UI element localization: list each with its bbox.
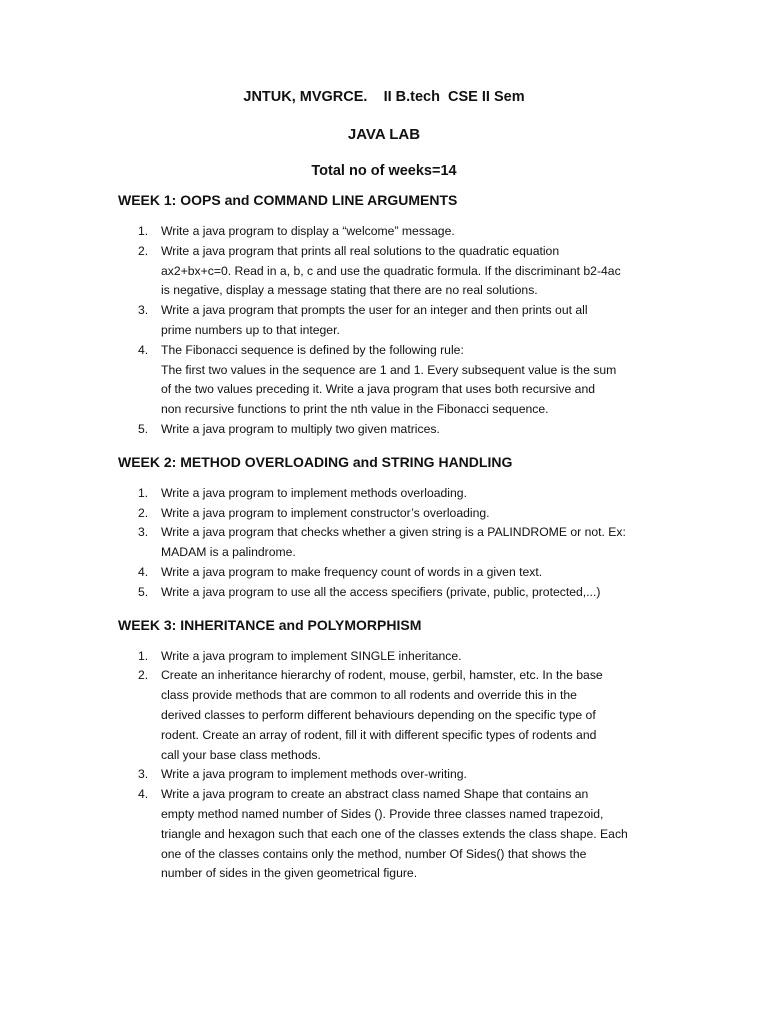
task-text-line: Write a java program to make frequency count of words in a given text. [161, 564, 543, 579]
task-number: 1. [138, 224, 149, 238]
task-text-line: Write a java program that checks whether a given string is a PALINDROME or not. Ex: [161, 525, 626, 540]
week-section [118, 190, 658, 440]
task-number: 4. [138, 787, 149, 802]
task-number: 3. [138, 525, 149, 540]
task-text-line: Write a java program to implement methods overloading. [161, 485, 467, 500]
task-item [118, 484, 651, 504]
task-item [118, 523, 651, 563]
task-list [118, 484, 658, 603]
week-section [118, 452, 658, 603]
task-item [118, 785, 651, 884]
week-heading: WEEK 2: METHOD OVERLOADING and STRING HANDLING [118, 453, 513, 470]
document-header [0, 88, 768, 199]
institution-course-line: JNTUK, MVGRCE. II B.tech CSE II Sem [243, 89, 525, 105]
task-text-line: Write a java program to implement SINGLE inheritance. [161, 648, 462, 663]
task-text-line: of the two values preceding it. Write a java program that uses both recursive and [161, 382, 596, 397]
task-list [118, 647, 658, 885]
task-number: 5. [138, 421, 149, 436]
task-text-line: Write a java program to use all the access specifiers (private, public, protected,...) [161, 584, 601, 599]
lab-title: JAVA LAB [347, 126, 421, 143]
task-item [118, 647, 651, 667]
task-text-line: call your base class methods. [161, 747, 321, 762]
task-text-line: Write a java program to create an abstract class named Shape that contains an [161, 787, 589, 802]
task-number: 2. [138, 243, 149, 258]
task-text-line: Create an inheritance hierarchy of rodent, mouse, gerbil, hamster, etc. In the base [161, 668, 603, 683]
task-number: 2. [138, 505, 149, 520]
task-item [118, 583, 651, 603]
task-text-line: rodent. Create an array of rodent, fill it with different specific types of rodents and [161, 727, 597, 742]
task-text-line: non recursive functions to print the nth value in the Fibonacci sequence. [161, 402, 549, 417]
task-text-line: Write a java program that prints all real solutions to the quadratic equation [161, 243, 560, 258]
task-text-line: Write a java program to implement methods over-writing. [161, 767, 467, 782]
task-item [118, 563, 651, 583]
task-text-line: MADAM is a palindrome. [161, 545, 296, 560]
weeks-content [118, 190, 658, 896]
task-number: 1. [138, 648, 149, 663]
task-item [118, 242, 651, 301]
task-item [118, 666, 651, 765]
task-text-line: The first two values in the sequence are 1 and 1. Every subsequent value is the sum [161, 362, 617, 377]
total-weeks-line: Total no of weeks=14 [311, 163, 457, 179]
task-item [118, 222, 651, 242]
task-number: 2. [138, 668, 149, 683]
week-section [118, 615, 658, 885]
task-item [118, 765, 651, 785]
task-item [118, 504, 651, 524]
task-list [118, 222, 658, 440]
task-text-line: Write a java program to implement constructor’s overloading. [161, 505, 490, 520]
task-text-line: class provide methods that are common to all rodents and override this in the [161, 688, 577, 703]
task-text-line: Write a java program that prompts the user for an integer and then prints out all [161, 303, 588, 318]
task-text-line: one of the classes contains only the method, number Of Sides() that shows the [161, 846, 587, 861]
task-number: 5. [138, 584, 149, 599]
task-number: 3. [138, 767, 149, 782]
task-number: 1. [138, 485, 149, 500]
week-heading: WEEK 1: OOPS and COMMAND LINE ARGUMENTS [118, 192, 458, 208]
task-number: 4. [138, 564, 149, 579]
task-text-line: derived classes to perform different behaviours depending on the specific type of [161, 707, 596, 722]
task-text-line: triangle and hexagon such that each one of the classes extends the class shape. Each [161, 826, 628, 841]
task-text-line: empty method named number of Sides (). Provide three classes named trapezoid, [161, 806, 604, 821]
task-number: 3. [138, 303, 149, 318]
task-text-line: number of sides in the given geometrical figure. [161, 866, 418, 881]
task-text-line: is negative, display a message stating that there are no real solutions. [161, 283, 538, 298]
task-item [118, 420, 651, 440]
task-text-line: Write a java program to multiply two given matrices. [161, 421, 440, 436]
task-text-line: ax2+bx+c=0. Read in a, b, c and use the quadratic formula. If the discriminant b2-4ac [161, 263, 621, 278]
task-item [118, 341, 651, 420]
task-text-line: prime numbers up to that integer. [161, 322, 340, 337]
task-text-line: Write a java program to display a “welcome” message. [161, 224, 455, 238]
task-number: 4. [138, 342, 149, 357]
task-item [118, 301, 651, 341]
week-heading: WEEK 3: INHERITANCE and POLYMORPHISM [118, 616, 422, 633]
task-text-line: The Fibonacci sequence is defined by the following rule: [161, 342, 464, 357]
